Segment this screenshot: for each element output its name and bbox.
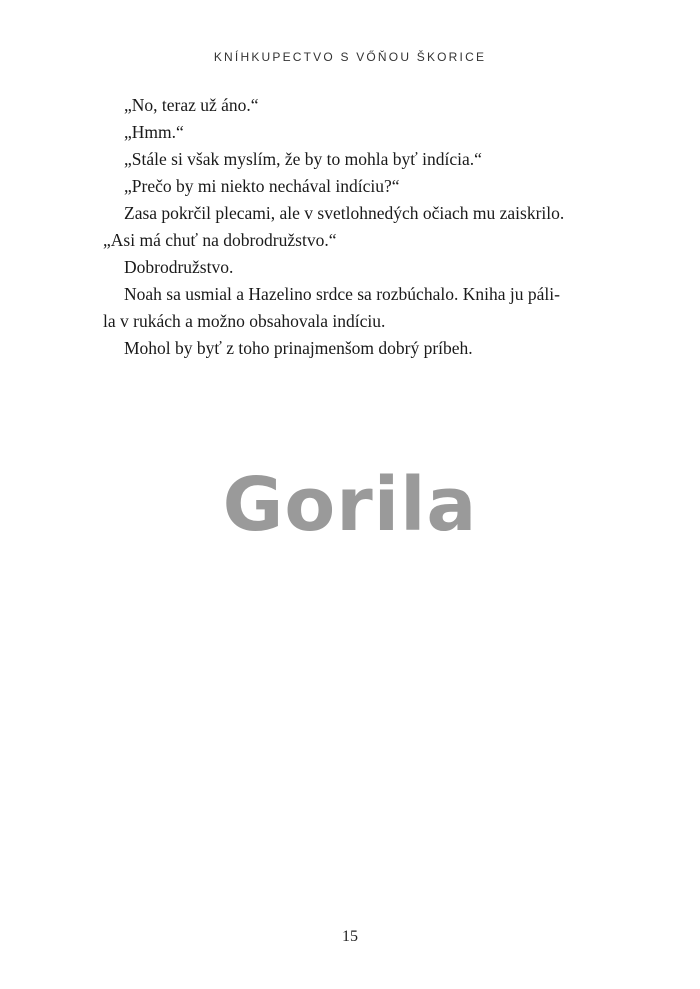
paragraph: „Asi má chuť na dobrodružstvo.“ xyxy=(103,230,337,250)
paragraph: Noah sa usmial a Hazelino srdce sa rozbúchalo. Kniha ju páli- xyxy=(124,284,560,304)
paragraph: Mohol by byť z toho prinajmenšom dobrý príbeh. xyxy=(124,338,473,358)
paragraph-continuation: la v rukách a možno obsahovala indíciu. xyxy=(103,311,386,331)
running-head: KNÍHKUPECTVO S VŐŇOU ŠKORICE xyxy=(213,50,487,64)
paragraph: „No, teraz už áno.“ xyxy=(124,95,259,115)
paragraph: „Stále si však myslím, že by to mohla byť indícia.“ xyxy=(124,149,482,169)
paragraph: „Prečo by mi niekto nechával indíciu?“ xyxy=(124,176,400,196)
gorila-watermark: Gorila xyxy=(222,462,478,548)
page-number: 15 xyxy=(342,928,358,945)
paragraph: Zasa pokrčil plecami, ale v svetlohnedých očiach mu zaiskrilo. xyxy=(124,203,565,223)
paragraph: „Hmm.“ xyxy=(124,122,184,142)
body-text xyxy=(103,92,623,362)
paragraph: Dobrodružstvo. xyxy=(124,257,234,277)
